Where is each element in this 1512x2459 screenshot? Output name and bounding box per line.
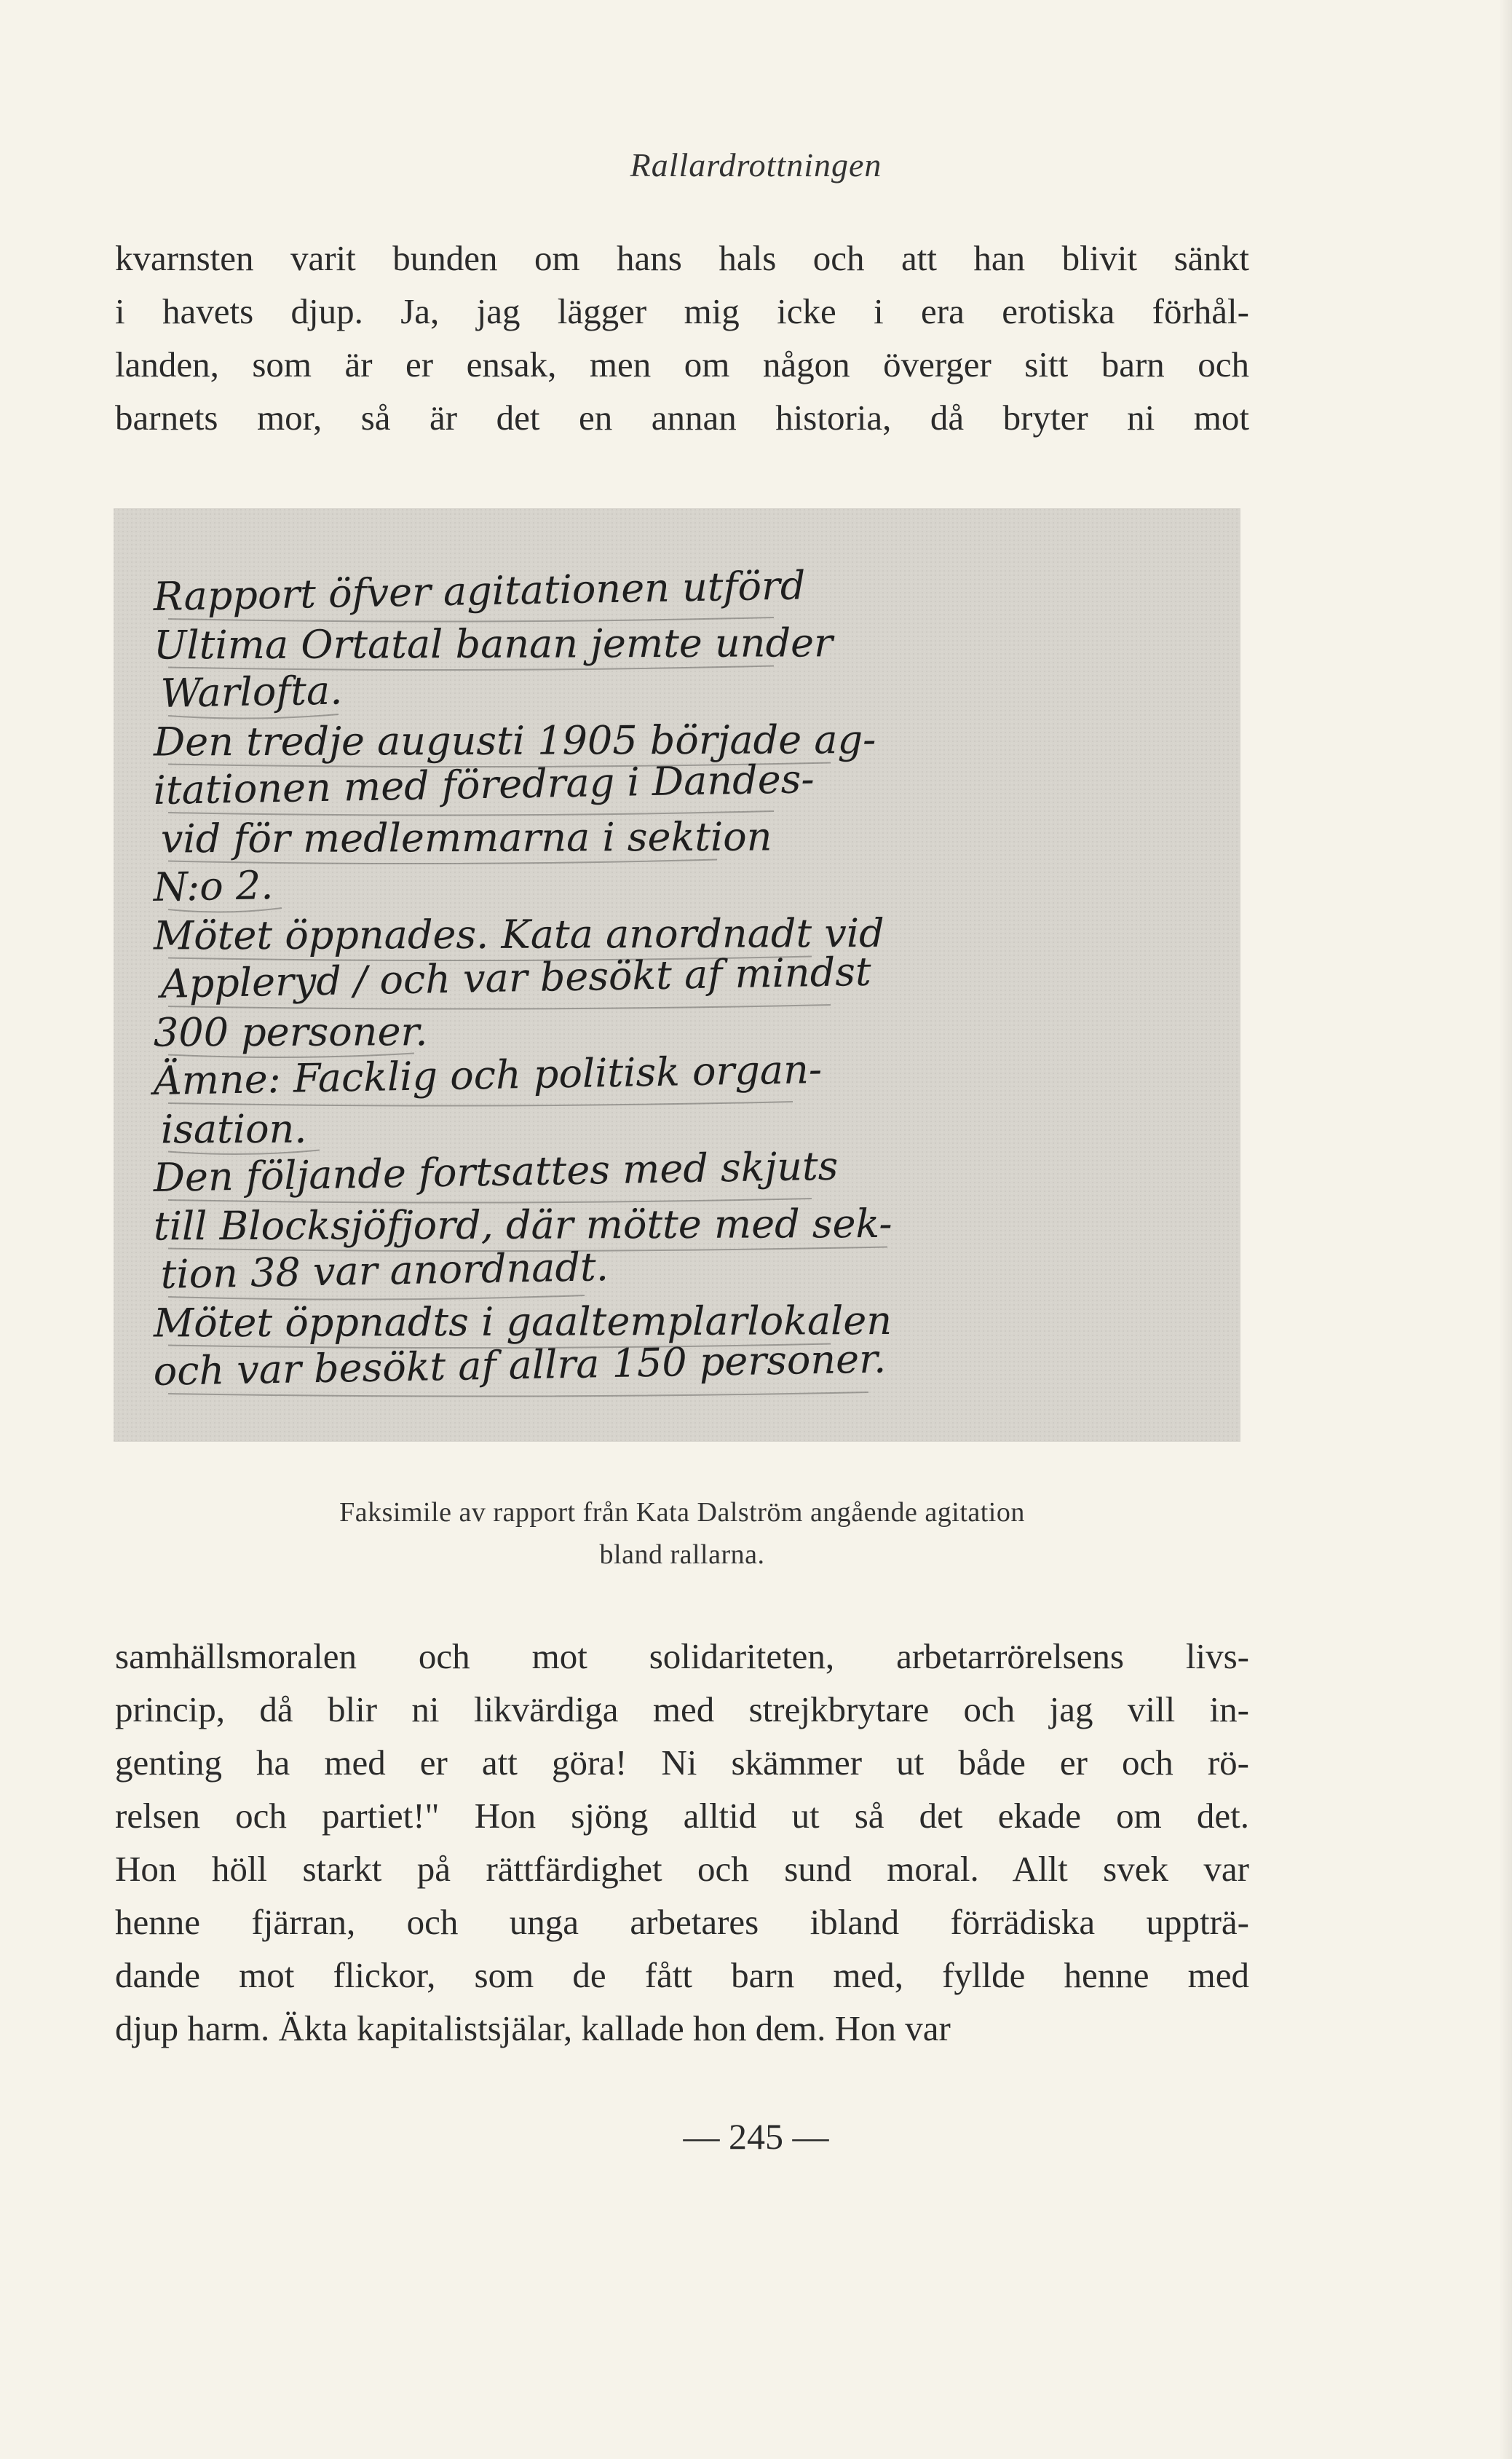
handwritten-line: Rapport öfver agitationen utförd xyxy=(153,562,806,620)
handwritten-line: itationen med föredrag i Dandes- xyxy=(153,756,815,813)
running-head: Rallardrottningen xyxy=(630,146,882,183)
text-line: landen, som är er ensak, men om någon överger sitt barn och xyxy=(115,344,1249,384)
caption-line: bland rallarna. xyxy=(599,1539,765,1570)
text-line: djup harm. Äkta kapitalistsjälar, kallade hon dem. Hon var xyxy=(115,2008,951,2048)
text-line: relsen och partiet!" Hon sjöng alltid ut så det ekade om det. xyxy=(115,1796,1249,1836)
figure-caption xyxy=(115,1491,1249,1576)
handwritten-line: till Blocksjöfjord, där mötte med sek- xyxy=(153,1200,892,1250)
text-line: genting ha med er att göra! Ni skämmer ut både er och rö- xyxy=(115,1742,1249,1783)
handwritten-line: Den följande fortsattes med skjuts xyxy=(153,1142,839,1201)
page-number: — 245 — xyxy=(683,2116,829,2157)
handwritten-line: Ultima Ortatal banan jemte under xyxy=(153,620,833,668)
handwritten-line: Mötet öppnades. Kata anordnadt vid xyxy=(153,909,884,959)
handwritten-line: Mötet öppnadts i gaaltemplarlokalen xyxy=(153,1297,892,1346)
text-line: i havets djup. Ja, jag lägger mig icke i era erotiska förhål- xyxy=(115,291,1249,331)
handwritten-line: Appleryd / och var besökt af mindst xyxy=(160,948,872,1007)
handwritten-line: Warlofta. xyxy=(160,667,343,717)
text-line: Hon höll starkt på rättfärdighet och sund moral. Allt svek var xyxy=(115,1849,1249,1889)
handwritten-line: tion 38 var anordnadt. xyxy=(160,1244,609,1298)
handwritten-line: Den tredje augusti 1905 började ag- xyxy=(153,717,876,765)
handwritten-line: vid för medlemmarna i sektion xyxy=(160,813,772,862)
text-line: princip, då blir ni likvärdiga med strejkbrytare och jag vill in- xyxy=(115,1689,1249,1729)
top-paragraph xyxy=(115,232,1249,444)
caption-line: Faksimile av rapport från Kata Dalström angående agitation xyxy=(339,1497,1025,1528)
handwritten-line: N:o 2. xyxy=(153,862,274,910)
page-edge-shadow xyxy=(1499,0,1512,2459)
bottom-paragraph xyxy=(115,1630,1249,2055)
text-line: henne fjärran, och unga arbetares ibland förrädiska uppträ- xyxy=(115,1902,1249,1942)
text-line: kvarnsten varit bunden om hans hals och att han blivit sänkt xyxy=(115,238,1249,278)
text-line: dande mot flickor, som de fått barn med, fyllde henne med xyxy=(115,1955,1249,1995)
text-line: barnets mor, så är det en annan historia, då bryter ni mot xyxy=(115,398,1249,438)
handwritten-line: Ämne: Facklig och politisk organ- xyxy=(153,1046,823,1104)
handwritten-line: isation. xyxy=(160,1105,307,1153)
handwritten-facsimile-image xyxy=(114,508,1240,1442)
text-line: samhällsmoralen och mot solidariteten, arbetarrörelsens livs- xyxy=(115,1636,1249,1676)
handwritten-line: och var besökt af allra 150 personer. xyxy=(153,1335,887,1394)
handwritten-line: 300 personer. xyxy=(153,1009,428,1056)
